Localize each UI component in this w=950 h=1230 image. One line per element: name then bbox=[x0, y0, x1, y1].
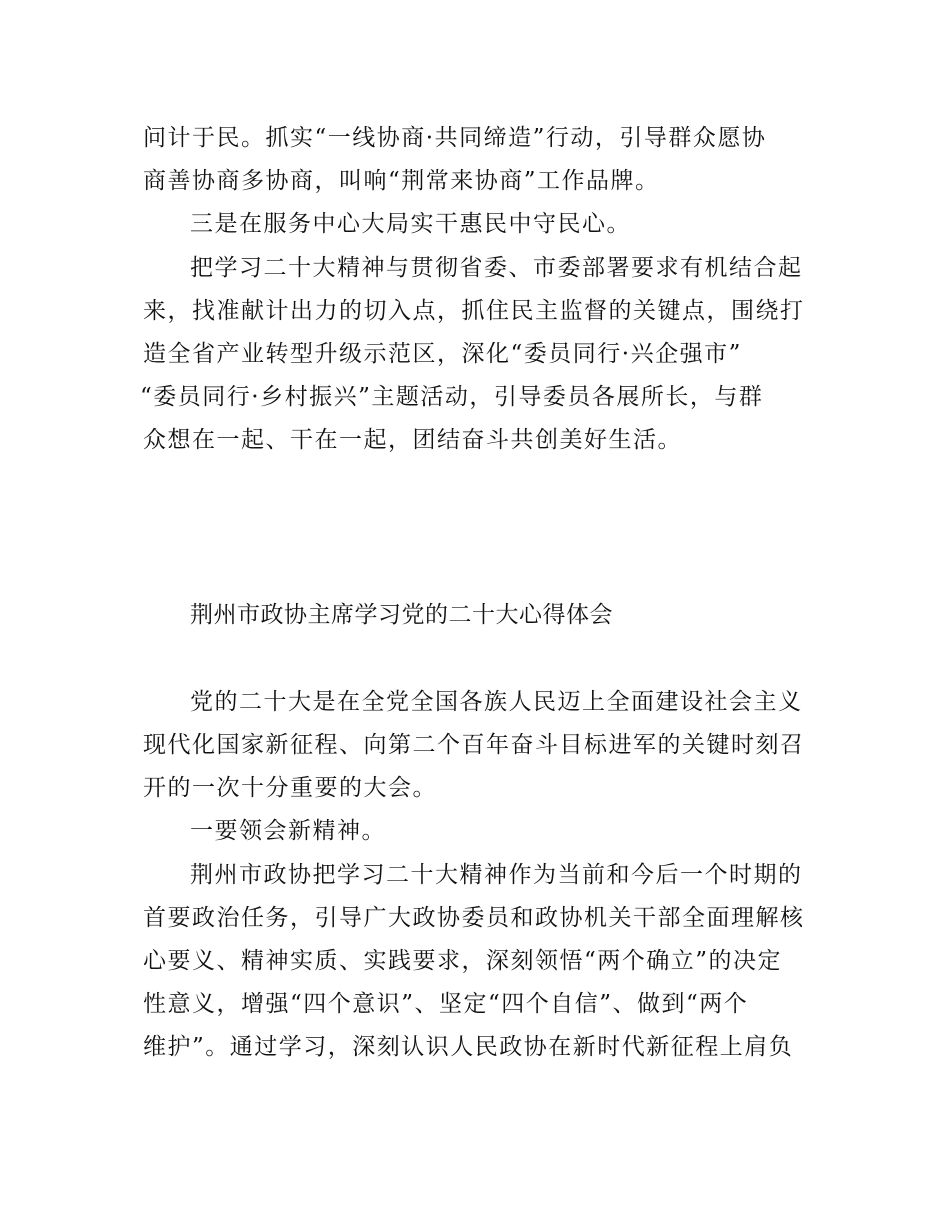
paragraph-line: 造全省产业转型升级示范区，深化“委员同行·兴企强市” bbox=[143, 341, 742, 367]
paragraph-line: 把学习二十大精神与贯彻省委、市委部署要求有机结合起 bbox=[190, 255, 803, 281]
paragraph-line: 众想在一起、干在一起，团结奋斗共创美好生活。 bbox=[143, 427, 682, 453]
paragraph-line: “委员同行·乡村振兴”主题活动，引导委员各展所长，与群 bbox=[140, 384, 764, 410]
paragraph-line: 商善协商多协商，叫响“荆常来协商”工作品牌。 bbox=[143, 168, 660, 194]
article-title: 荆州市政协主席学习党的二十大心得体会 bbox=[190, 602, 613, 628]
paragraph-line: 来，找准献计出力的切入点，抓住民主监督的关键点，围绕打 bbox=[143, 298, 805, 324]
section-heading: 三是在服务中心大局实干惠民中守民心。 bbox=[190, 211, 631, 237]
paragraph-line: 心要义、精神实质、实践要求，深刻领悟“两个确立”的决定 bbox=[143, 948, 783, 974]
section-heading: 一要领会新精神。 bbox=[190, 818, 386, 844]
paragraph-line: 党的二十大是在全党全国各族人民迈上全面建设社会主义 bbox=[190, 689, 803, 715]
paragraph-line: 性意义，增强“四个意识”、坚定“四个自信”、做到“两个 bbox=[143, 991, 749, 1017]
paragraph-line: 问计于民。抓实“一线协商·共同缔造”行动，引导群众愿协 bbox=[143, 125, 767, 151]
paragraph-line: 现代化国家新征程、向第二个百年奋斗目标进军的关键时刻召 bbox=[143, 732, 805, 758]
paragraph-line: 维护”。通过学习，深刻认识人民政协在新时代新征程上肩负 bbox=[143, 1034, 794, 1060]
paragraph-line: 荆州市政协把学习二十大精神作为当前和今后一个时期的 bbox=[190, 862, 803, 888]
paragraph-line: 开的一次十分重要的大会。 bbox=[143, 775, 437, 801]
paragraph-line: 首要政治任务，引导广大政协委员和政协机关干部全面理解核 bbox=[143, 905, 805, 931]
